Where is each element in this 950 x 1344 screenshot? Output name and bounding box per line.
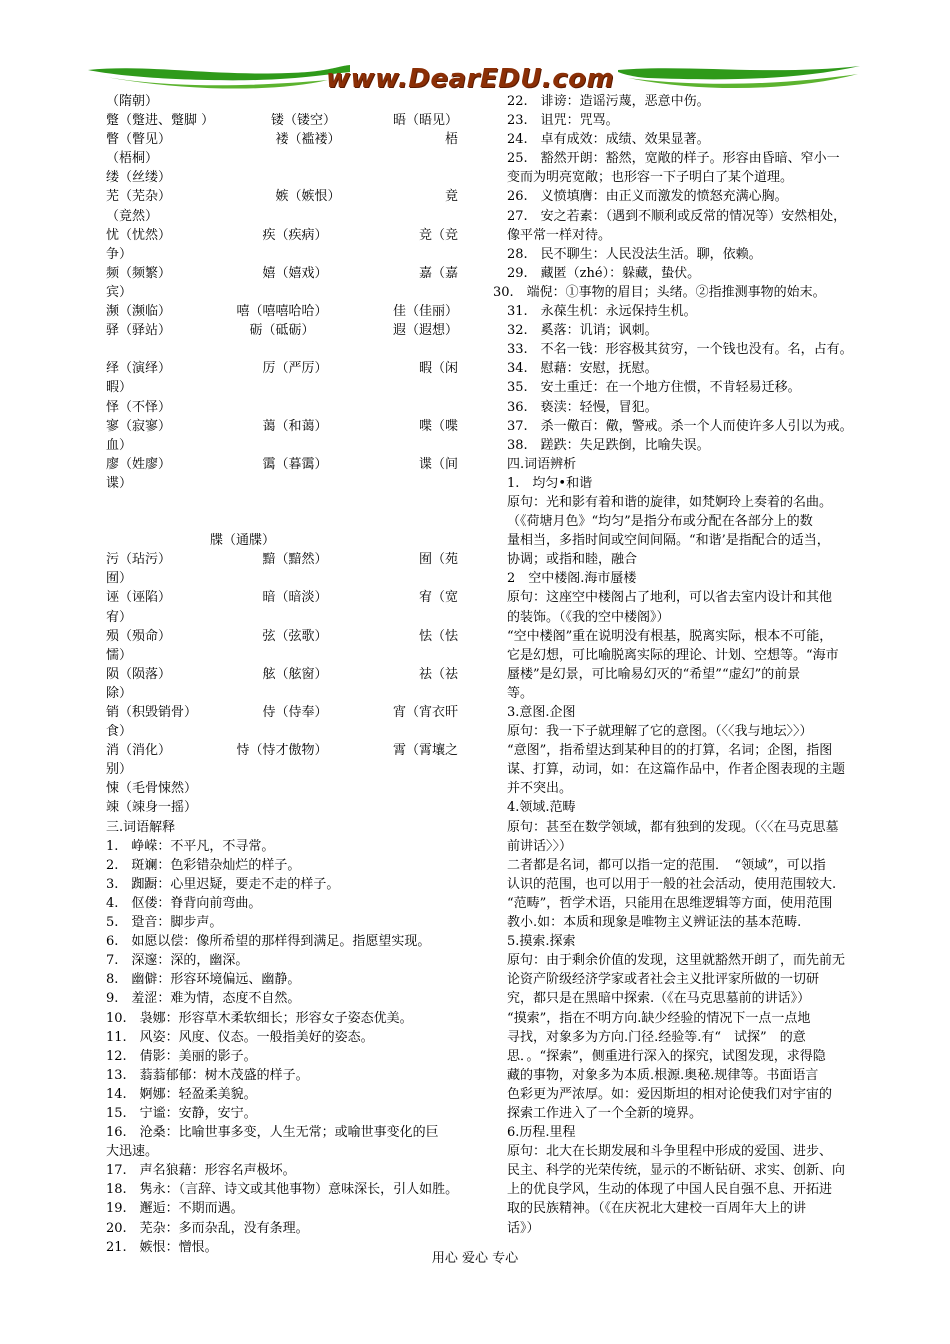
analysis-line: 原句：甚至在数学领域，都有独到的发现。（〈〈在马克思墓 xyxy=(507,819,839,835)
page-footer: 用心 爱心 专心 xyxy=(431,1251,519,1266)
analysis-line: 取的民族精神。（《在庆祝北大建校一百周年大上的讲 xyxy=(507,1201,807,1217)
char-entry: 驿（驿站） xyxy=(106,323,172,339)
char-line: 除） xyxy=(106,685,133,701)
char-entry: 诬（诬陷） xyxy=(106,590,172,606)
analysis-line: 藏的事物，对象多为本质.根源.奥秘.规律等。书面语言 xyxy=(507,1067,819,1083)
char-entry: 嘉（嘉 xyxy=(418,265,458,281)
char-row xyxy=(106,588,458,607)
blank-line xyxy=(106,512,458,531)
explanation-line: 1. 峥嵘：不平凡，不寻常。 xyxy=(106,838,275,854)
analysis-line: （《荷塘月色》“均匀”是指分布或分配在各部分上的数 xyxy=(507,514,813,530)
section-title: 三.词语解释 xyxy=(106,819,176,835)
analysis-line: 2 空中楼阁.海市蜃楼 xyxy=(507,571,637,587)
explanation-line: 8. 幽僻：形容环境偏远、幽静。 xyxy=(106,972,301,988)
analysis-line: 3.意图.企图 xyxy=(507,705,576,720)
char-entry: 寥（寂寥） xyxy=(106,418,172,434)
explanation-line: 36. 亵渎：轻慢，冒犯。 xyxy=(507,399,658,415)
char-entry: 消（消化） xyxy=(106,743,172,759)
explanation-line: 21. 嫉恨：憎恨。 xyxy=(106,1239,218,1255)
char-line: 暇） xyxy=(106,380,133,396)
explanation-line: 27. 安之若素：（遇到不顺利或反常的情况等）安然相处， xyxy=(507,208,847,224)
explanation-line: 35. 安土重迁：在一个地方住惯，不肯轻易迁移。 xyxy=(507,380,801,396)
explanation-line: 37. 杀一儆百：儆，警戒。杀一个人而使许多人引以为戒。 xyxy=(507,418,853,434)
explanation-line: 13. 蓊蓊郁郁：树木茂盛的样子。 xyxy=(106,1067,309,1083)
explanation-line: 10. 袅娜：形容草木柔软细长；形容女子姿态优美。 xyxy=(106,1010,413,1026)
char-entry: 谍（间 xyxy=(418,456,458,472)
explanation-line: 19. 邂逅：不期而遇。 xyxy=(106,1201,244,1217)
char-entry: 暇（闲 xyxy=(418,361,458,377)
char-line: 血） xyxy=(106,437,133,453)
explanation-line: 3. 踟蹰：心里迟疑，要走不走的样子。 xyxy=(106,876,340,892)
explanation-line: 30. 端倪：①事物的眉目；头绪。②指推测事物的始末。 xyxy=(493,284,826,300)
analysis-line: 探索工作进入了一个全新的境界。 xyxy=(507,1105,703,1121)
char-entry: 竟 xyxy=(444,189,458,205)
analysis-line: “范畴”，哲学术语，只能用在思维逻辑等方面，使用范围 xyxy=(507,895,833,911)
analysis-line: 谋、打算，动词，如：在这篇作品中，作者企图表现的主题 xyxy=(507,762,846,778)
char-row xyxy=(106,264,458,283)
char-entry: 褛（褴褛） xyxy=(275,132,341,148)
char-entry: 黯（黯然） xyxy=(262,552,328,568)
analysis-line: 上的优良学风，生动的体现了中国人民自强不息、开拓进 xyxy=(507,1182,833,1198)
analysis-line: 民主、科学的光荣传统，显示的不断钻研、求实、创新、向 xyxy=(507,1163,846,1179)
char-row xyxy=(106,187,458,206)
analysis-line: 4.领域.范畴 xyxy=(507,800,576,816)
analysis-line: 话》） xyxy=(507,1220,540,1236)
char-entry: 侍（侍奉） xyxy=(262,705,328,720)
char-entry: 频（频繁） xyxy=(106,265,172,281)
char-line: 懦） xyxy=(106,647,133,663)
analysis-line: 寻找，对象多为方向.门径.经验等.有“ 试探” 的意 xyxy=(507,1029,806,1045)
char-line: 牒（通牒） xyxy=(106,533,276,549)
char-entry: 疾（疾病） xyxy=(262,227,328,243)
char-entry: 蹩（蹩进、蹩脚 ） xyxy=(106,113,215,129)
analysis-line: 5.摸索.探索 xyxy=(507,934,576,950)
char-entry: 镂（镂空） xyxy=(271,113,337,129)
char-row xyxy=(106,130,458,149)
explanation-line: 4. 伛偻：脊背向前弯曲。 xyxy=(106,895,262,911)
explanation-line: 32. 奚落：讥诮；讽刺。 xyxy=(507,323,658,339)
char-row xyxy=(106,321,458,340)
analysis-line: 究，都只是在黑暗中探索.（《在马克思墓前的讲话》） xyxy=(507,991,811,1007)
char-entry: 瞥（瞥见） xyxy=(106,132,172,148)
char-row xyxy=(106,226,458,245)
char-entry: 嘻（嘻嘻哈哈） xyxy=(236,304,328,320)
char-row xyxy=(106,359,458,378)
char-entry: 暗（暗淡） xyxy=(262,590,328,606)
blank-line xyxy=(106,493,458,512)
char-line: （竟然） xyxy=(106,208,159,224)
explanation-line: 2. 斑斓：色彩错杂灿烂的样子。 xyxy=(106,857,301,873)
explanation-line: 22. 诽谤：造谣污蔑，恶意中伤。 xyxy=(507,94,710,109)
analysis-line: 它是幻想，可比喻脱离实际的理论、计划、空想等。“海市 xyxy=(507,647,839,663)
char-entry: 竞（竞 xyxy=(418,227,458,243)
char-entry: 囿（苑 xyxy=(418,552,458,568)
explanation-line: 像平常一样对待。 xyxy=(507,227,612,243)
char-entry: 嬉（嬉戏） xyxy=(262,265,328,281)
char-entry: 宵（宵衣旰 xyxy=(392,705,458,720)
analysis-line: “意图”，指希望达到某种目的的打算，名词；企图，指图 xyxy=(507,743,833,759)
explanation-line: 29. 藏匿（zhé）：躲藏，蛰伏。 xyxy=(507,265,701,281)
char-row xyxy=(106,550,458,569)
section-title: 四.词语辨析 xyxy=(507,456,577,472)
analysis-line: 二者都是名词，都可以指一定的范围． “领域”，可以指 xyxy=(507,857,826,873)
analysis-line: 蜃楼”是幻景，可比喻易幻灭的“希望”“虚幻”的前景 xyxy=(507,666,801,682)
char-entry: 霄（霄壤之 xyxy=(392,743,458,759)
char-line: 食） xyxy=(106,724,133,740)
char-entry: 怯（怯 xyxy=(418,628,458,644)
explanation-line: 11. 风姿：风度、仪态。一般指美好的姿态。 xyxy=(106,1029,374,1045)
char-line: 囿） xyxy=(106,571,133,587)
char-entry: 芜（芜杂） xyxy=(106,189,172,205)
analysis-line: 原句：这座空中楼阁占了地利，可以省去室内设计和其他 xyxy=(507,590,833,606)
char-entry: 嫉（嫉恨） xyxy=(275,189,341,205)
right-column xyxy=(493,92,863,1238)
analysis-line: 原句：光和影有着和谐的旋律，如梵婀玲上奏着的名曲。 xyxy=(507,494,833,510)
explanation-line: 6. 如愿以偿：像所希望的那样得到满足。指愿望实现。 xyxy=(106,934,431,950)
char-row xyxy=(106,627,458,646)
char-entry: 遐（遐想） xyxy=(392,323,458,339)
analysis-line: 6.历程.里程 xyxy=(507,1125,576,1141)
char-line: 争） xyxy=(106,246,133,262)
analysis-line: 并不突出。 xyxy=(507,781,573,797)
char-line: （隋朝） xyxy=(106,94,159,109)
explanation-line: 20. 芜杂：多而杂乱，没有条理。 xyxy=(106,1220,309,1236)
analysis-line: 协调；或指和睦，融合 xyxy=(507,552,638,568)
char-entry: 厉（严厉） xyxy=(262,361,328,377)
analysis-line: 原句：我一下子就理解了它的意图。（〈〈我与地坛〉〉） xyxy=(507,724,813,740)
analysis-line: 论资产阶级经济学家或者社会主义批评家所做的一切研 xyxy=(507,972,820,988)
char-entry: 晤（晤见） xyxy=(392,113,458,129)
explanation-line: 26. 义愤填膺：由正义而激发的愤怒充满心胸。 xyxy=(507,189,788,205)
blank-line xyxy=(106,340,458,359)
explanation-line: 18. 隽永：（言辞、诗文或其他事物）意味深长，引人如胜。 xyxy=(106,1182,458,1198)
analysis-line: 量相当，多指时间或空间间隔。“和谐’是指配合的适当， xyxy=(507,533,830,549)
explanation-line: 15. 宁谧：安静，安宁。 xyxy=(106,1105,257,1121)
char-row xyxy=(106,417,458,436)
char-entry: 恃（恃才傲物） xyxy=(236,743,328,759)
site-logo[interactable]: www.DearEDU.com xyxy=(326,64,615,94)
explanation-line: 38. 蹉跌：失足跌倒，比喻失误。 xyxy=(507,437,710,453)
explanation-line: 24. 卓有成效：成绩、效果显著。 xyxy=(507,132,710,148)
explanation-line: 16. 沧桑：比喻世事多变，人生无常；或喻世事变化的巨 xyxy=(106,1125,439,1141)
char-row xyxy=(106,665,458,684)
char-entry: 喋（喋 xyxy=(418,418,458,434)
explanation-line: 33. 不名一钱：形容极其贫穷，一个钱也没有。名，占有。 xyxy=(507,342,853,358)
analysis-line: 的装饰。（《我的空中楼阁》） xyxy=(507,609,670,625)
char-line: 谍） xyxy=(106,475,133,491)
char-entry: 佳（佳丽） xyxy=(392,304,458,320)
char-entry: 蔼（和蔼） xyxy=(262,418,328,434)
analysis-line: 教小.如：本质和现象是唯物主义辨证法的基本范畴. xyxy=(507,915,802,931)
char-line: 悚（毛骨悚然） xyxy=(106,781,198,797)
char-line: （梧桐） xyxy=(106,151,159,167)
char-entry: 霭（暮霭） xyxy=(262,456,328,472)
analysis-line: “摸索”，指在不明方向.缺少经验的情况下一点一点地 xyxy=(507,1010,811,1026)
analysis-line: 认识的范围，也可以用于一般的社会活动，使用范围较大. xyxy=(507,876,837,892)
char-entry: 陨（陨落） xyxy=(106,666,172,682)
explanation-line: 31. 永葆生机：永远保持生机。 xyxy=(507,304,697,320)
explanation-line: 23. 诅咒：咒骂。 xyxy=(507,113,619,129)
char-entry: 忧（忧然） xyxy=(106,227,172,243)
explanation-line: 大迅速。 xyxy=(106,1144,159,1160)
char-entry: 弦（弦歌） xyxy=(262,628,328,644)
char-line: 宥） xyxy=(106,609,133,625)
char-entry: 殒（殒命） xyxy=(106,628,172,644)
char-line: 竦（竦身一摇） xyxy=(106,800,198,816)
analysis-line: 原句：由于剩余价值的发现，这里就豁然开朗了，而先前无 xyxy=(507,953,846,969)
char-line: 宾） xyxy=(106,284,133,300)
analysis-line: 前讲话〉〉） xyxy=(507,838,573,854)
char-row xyxy=(106,302,458,321)
char-entry: 污（玷污） xyxy=(106,552,172,568)
char-line: 怿（不怿） xyxy=(106,399,172,415)
explanation-line: 28. 民不聊生：人民没法生活。聊，依赖。 xyxy=(507,246,762,262)
explanation-line: 34. 慰藉：安慰，抚慰。 xyxy=(507,361,658,377)
explanation-line: 7. 深邃：深的，幽深。 xyxy=(106,953,249,969)
explanation-line: 12. 倩影：美丽的影子。 xyxy=(106,1048,257,1064)
analysis-line: “空中楼阁”重在说明没有根基，脱离实际，根本不可能， xyxy=(507,628,833,644)
char-entry: 绎（演绎） xyxy=(106,361,172,377)
explanation-line: 5. 跫音：脚步声。 xyxy=(106,915,223,931)
char-line: 别） xyxy=(106,762,133,778)
left-column xyxy=(106,92,458,1257)
char-entry: 梧 xyxy=(444,132,458,148)
explanation-line: 9. 羞涩：难为情，态度不自然。 xyxy=(106,991,301,1007)
char-line: 缕（丝缕） xyxy=(106,170,172,186)
char-entry: 宥（宽 xyxy=(418,590,458,606)
analysis-line: 1. 均匀•和谐 xyxy=(507,475,593,491)
char-row xyxy=(106,703,458,722)
char-entry: 舷（舷窗） xyxy=(262,666,328,682)
char-entry: 濒（濒临） xyxy=(106,304,172,320)
analysis-line: 等。 xyxy=(507,685,534,701)
char-row xyxy=(106,741,458,760)
analysis-line: 原句：北大在长期发展和斗争里程中形成的爱国、进步、 xyxy=(507,1144,833,1160)
explanation-line: 14. 婀娜：轻盈柔美貌。 xyxy=(106,1086,257,1102)
char-entry: 祛（祛 xyxy=(418,666,458,682)
char-entry: 廖（姓廖） xyxy=(106,456,172,472)
char-entry: 销（积毁销骨） xyxy=(106,705,198,720)
analysis-line: 色彩更为严浓厚。如：爱因斯坦的相对论使我们对宇宙的 xyxy=(507,1086,833,1102)
char-row xyxy=(106,111,458,130)
char-row xyxy=(106,455,458,474)
explanation-line: 25. 豁然开朗：豁然，宽敞的样子。形容由昏暗、窄小一 xyxy=(507,151,840,167)
char-entry: 砺（砥砺） xyxy=(249,323,315,339)
explanation-line: 变而为明亮宽敞；也形容一下子明白了某个道理。 xyxy=(507,170,794,186)
analysis-line: 思．。“探索”，侧重进行深入的探究，试图发现，求得隐 xyxy=(507,1048,826,1064)
explanation-line: 17. 声名狼藉：形容名声极坏。 xyxy=(106,1163,296,1179)
